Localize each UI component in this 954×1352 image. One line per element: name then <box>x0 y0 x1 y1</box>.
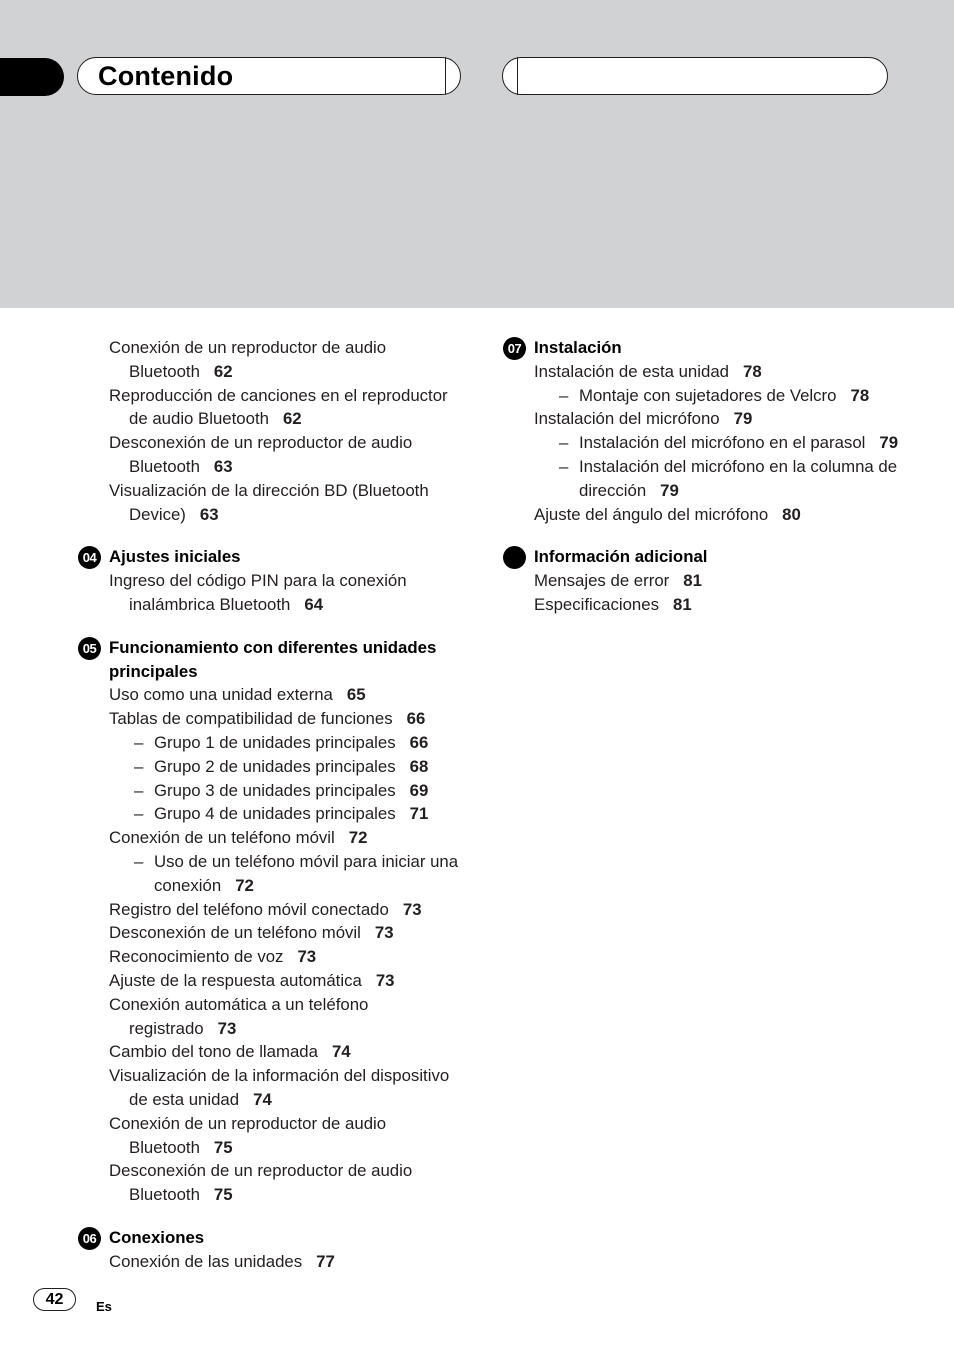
toc-entry-text: Conexión automática a un teléfono registrado <box>109 994 369 1038</box>
section-number-badge: 05 <box>78 637 101 660</box>
toc-entry-text: Ingreso del código PIN para la conexión inalámbrica Bluetooth <box>109 571 407 614</box>
toc-entry-text: Especificaciones <box>534 594 659 614</box>
toc-entry[interactable] <box>78 569 468 617</box>
section-number-badge: 07 <box>503 337 526 360</box>
toc-page-number: 79 <box>660 480 679 500</box>
toc-page-number: 64 <box>304 594 324 614</box>
dash-bullet: – <box>559 385 569 405</box>
toc-page-number: 74 <box>331 1042 351 1062</box>
section-title: Conexiones <box>109 1227 205 1247</box>
section-title: Información adicional <box>534 547 708 567</box>
toc-page-number: 69 <box>409 780 429 800</box>
toc-page-number: 74 <box>253 1089 272 1109</box>
toc-entry[interactable] <box>78 479 468 527</box>
section-heading-info[interactable] <box>503 545 903 569</box>
toc-page-number: 62 <box>213 361 233 381</box>
toc-entry-text: Visualización de la dirección BD (Bluetooth Device) <box>109 480 429 524</box>
toc-entry-text: Conexión de un teléfono móvil <box>109 828 335 848</box>
section-heading-07[interactable] <box>503 336 903 360</box>
toc-entry-text: Mensajes de error <box>534 571 670 591</box>
toc-entry[interactable] <box>503 593 903 617</box>
toc-entry-text: Cambio del tono de llamada <box>109 1042 318 1062</box>
toc-entry[interactable] <box>503 360 903 384</box>
section-title: Funcionamiento con diferentes unidades principales <box>109 637 437 681</box>
toc-page-number: 78 <box>743 361 762 381</box>
toc-page-number: 75 <box>213 1185 233 1205</box>
toc-entry-text: Reproducción de canciones en el reproductor de audio Bluetooth <box>109 385 448 429</box>
toc-entry-text: Registro del teléfono móvil conectado <box>109 899 389 919</box>
toc-page-number: 73 <box>402 899 422 919</box>
toc-subentry[interactable] <box>78 850 468 898</box>
toc-subentry[interactable] <box>503 431 903 455</box>
toc-page-number: 81 <box>683 571 702 591</box>
toc-entry[interactable] <box>78 826 468 850</box>
toc-entry[interactable] <box>78 945 468 969</box>
section-number-badge: 06 <box>78 1227 101 1250</box>
toc-subentry[interactable] <box>503 384 903 408</box>
toc-entry-text: Grupo 3 de unidades principales <box>154 780 396 800</box>
toc-entry[interactable] <box>78 1112 468 1160</box>
dash-bullet: – <box>134 804 144 824</box>
toc-page-number: 73 <box>297 947 317 967</box>
toc-entry-text: Visualización de la información del dispositivo de esta unidad <box>109 1066 450 1109</box>
toc-entry-text: Conexión de las unidades <box>109 1251 303 1271</box>
toc-entry-text: Instalación del micrófono en la columna de dirección <box>579 456 898 500</box>
toc-entry[interactable] <box>78 707 468 731</box>
toc-entry-text: Instalación del micrófono <box>534 409 720 429</box>
toc-entry-text: Grupo 2 de unidades principales <box>154 756 396 776</box>
section-tab-marker <box>0 58 64 96</box>
toc-entry[interactable] <box>78 384 468 432</box>
toc-entry-text: Grupo 1 de unidades principales <box>154 732 396 752</box>
toc-entry-text: Reconocimiento de voz <box>109 947 284 967</box>
toc-subentry[interactable] <box>78 731 468 755</box>
toc-entry[interactable] <box>503 407 903 431</box>
toc-entry[interactable] <box>78 993 468 1041</box>
toc-entry-text: Conexión de un reproductor de audio Bluetooth <box>109 338 387 381</box>
toc-page-number: 71 <box>409 804 429 824</box>
toc-entry-text: Desconexión de un reproductor de audio Bluetooth <box>109 433 413 476</box>
toc-page-number: 68 <box>409 756 429 776</box>
blank-title-frame <box>502 57 888 95</box>
toc-page-number: 75 <box>213 1137 233 1157</box>
section-heading-05[interactable] <box>78 636 468 684</box>
toc-entry-text: Montaje con sujetadores de Velcro <box>579 385 837 405</box>
toc-entry-text: Uso como una unidad externa <box>109 685 333 705</box>
toc-page-number: 66 <box>406 709 426 729</box>
toc-entry[interactable] <box>78 969 468 993</box>
toc-entry-text: Grupo 4 de unidades principales <box>154 804 396 824</box>
toc-entry[interactable] <box>78 683 468 707</box>
toc-entry-text: Ajuste del ángulo del micrófono <box>534 504 769 524</box>
section-number-badge: 04 <box>78 546 101 569</box>
toc-entry[interactable] <box>78 431 468 479</box>
toc-entry-text: Desconexión de un reproductor de audio Bluetooth <box>109 1161 413 1205</box>
toc-page-number: 80 <box>782 504 801 524</box>
toc-entry-text: Instalación de esta unidad <box>534 361 729 381</box>
toc-entry[interactable] <box>78 1064 468 1112</box>
toc-page-number: 62 <box>282 409 302 429</box>
toc-entry[interactable] <box>78 1040 468 1064</box>
header-band <box>0 0 954 308</box>
toc-page-number: 73 <box>217 1018 237 1038</box>
toc-page-number: 63 <box>213 456 233 476</box>
toc-page-number: 79 <box>879 433 899 453</box>
toc-page-number: 78 <box>850 385 870 405</box>
dash-bullet: – <box>134 780 144 800</box>
toc-page-number: 77 <box>316 1251 335 1271</box>
dash-bullet: – <box>559 433 569 453</box>
toc-subentry[interactable] <box>503 455 903 503</box>
dash-bullet: – <box>559 456 569 476</box>
toc-subentry[interactable] <box>78 755 468 779</box>
dash-bullet: – <box>134 756 144 776</box>
toc-right-column <box>503 336 903 617</box>
toc-page-number: 72 <box>235 875 254 895</box>
section-title: Instalación <box>534 338 622 357</box>
toc-page-number: 72 <box>348 828 368 848</box>
toc-entry-text: Ajuste de la respuesta automática <box>109 970 362 990</box>
page-title: Contenido <box>98 61 234 91</box>
section-heading-04[interactable] <box>78 545 468 569</box>
toc-entry[interactable] <box>78 1159 468 1207</box>
toc-page-number: 73 <box>374 923 394 943</box>
toc-entry[interactable] <box>78 898 468 922</box>
toc-page-number: 65 <box>346 685 366 705</box>
toc-page-number: 63 <box>199 504 219 524</box>
toc-entry[interactable] <box>78 921 468 945</box>
toc-page-number: 66 <box>409 732 429 752</box>
toc-entry-text: Desconexión de un teléfono móvil <box>109 923 361 943</box>
section-bullet-icon <box>503 546 526 569</box>
toc-left-column <box>78 336 468 1273</box>
toc-entry-text: Tablas de compatibilidad de funciones <box>109 709 393 729</box>
section-title: Ajustes iniciales <box>109 547 241 567</box>
toc-entry[interactable] <box>78 1250 468 1274</box>
dash-bullet: – <box>134 851 144 871</box>
toc-page-number: 79 <box>733 409 753 429</box>
toc-entry[interactable] <box>78 336 468 384</box>
toc-subentry[interactable] <box>78 802 468 826</box>
toc-entry[interactable] <box>503 503 903 527</box>
language-code: Es <box>96 1299 112 1314</box>
toc-page-number: 81 <box>673 594 692 614</box>
toc-page-number: 73 <box>375 970 395 990</box>
toc-subentry[interactable] <box>78 779 468 803</box>
toc-entry[interactable] <box>503 569 903 593</box>
dash-bullet: – <box>134 732 144 752</box>
toc-entry-text: Conexión de un reproductor de audio Bluetooth <box>109 1113 387 1157</box>
section-heading-06[interactable] <box>78 1226 468 1250</box>
page-number: 42 <box>33 1288 76 1311</box>
toc-entry-text: Uso de un teléfono móvil para iniciar una conexión <box>154 851 459 895</box>
title-frame <box>77 57 461 95</box>
toc-entry-text: Instalación del micrófono en el parasol <box>579 433 866 453</box>
